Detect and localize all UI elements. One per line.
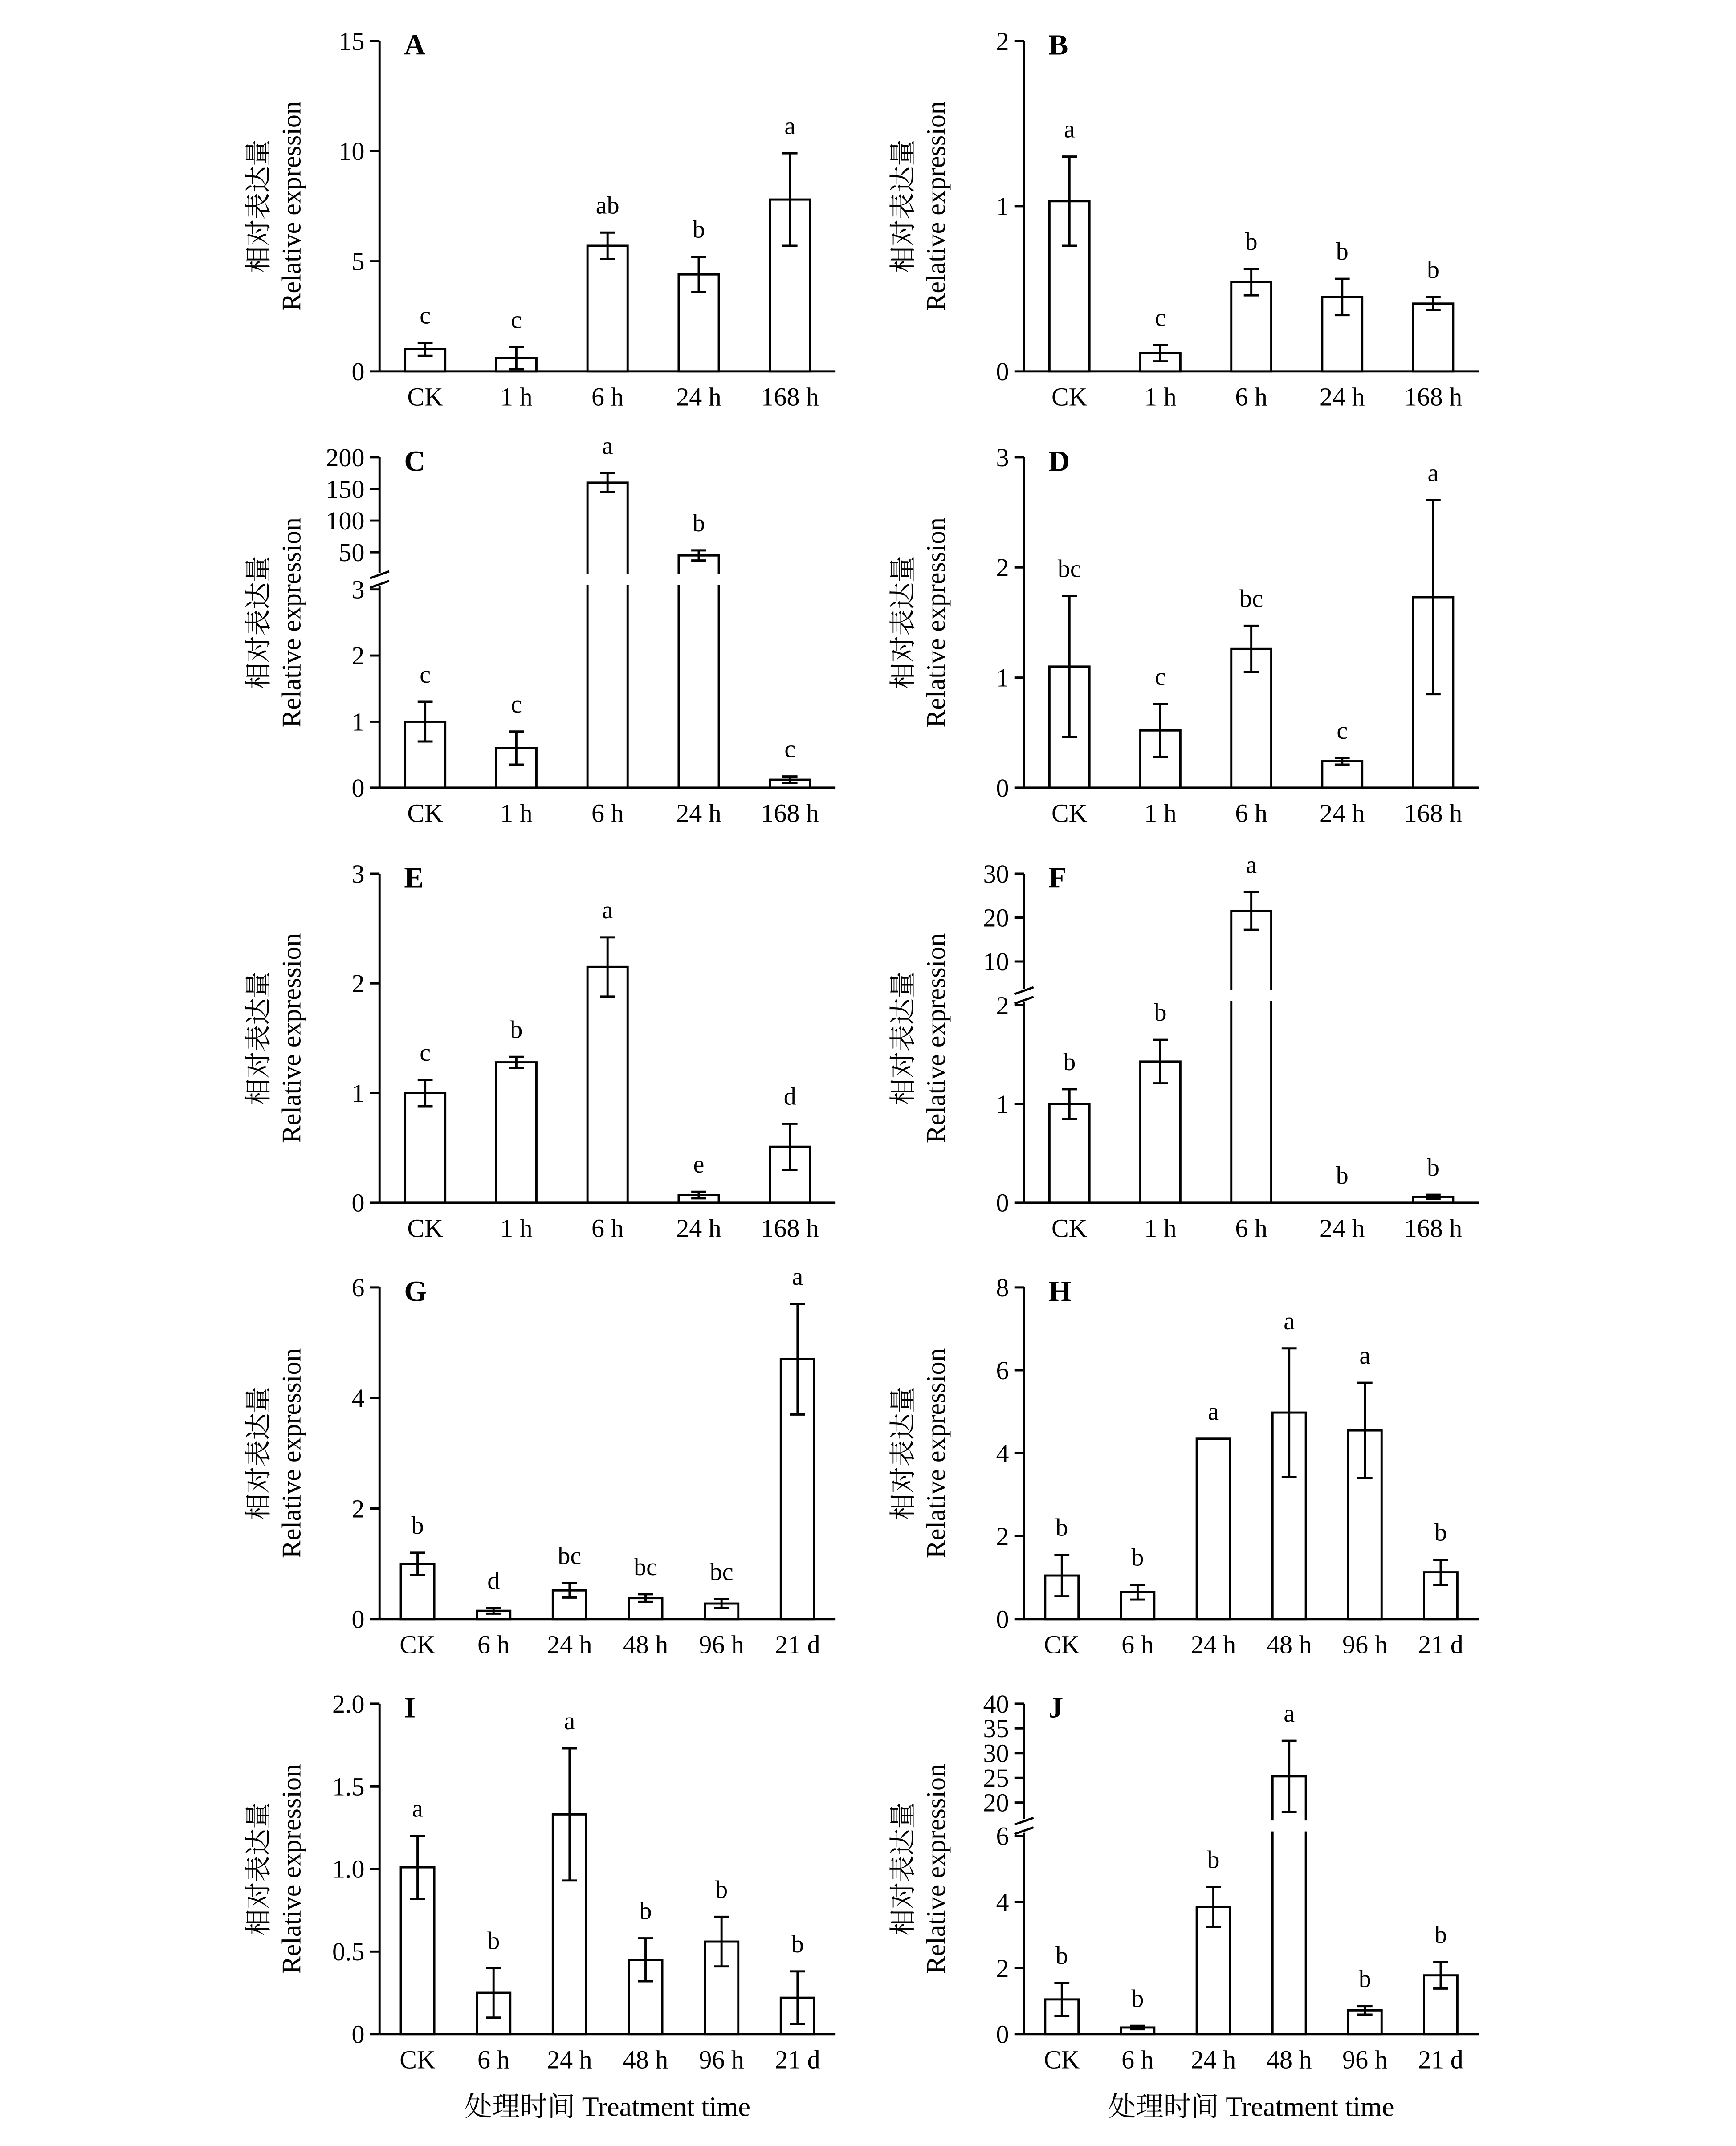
significance-label: c (510, 690, 522, 718)
y-tick-label: 4 (996, 1887, 1009, 1917)
panel-label: A (404, 29, 426, 61)
y-tick-label: 1 (996, 191, 1009, 221)
significance-label: e (693, 1151, 705, 1179)
x-tick-label: 6 h (1235, 382, 1267, 411)
y-axis-title (888, 1764, 951, 1974)
y-axis-title-line1: 相对表达量 (888, 1802, 918, 1936)
significance-label: a (1246, 851, 1257, 879)
bar (1197, 1439, 1230, 1619)
significance-label: b (1055, 1514, 1068, 1542)
x-tick-label: 24 h (676, 382, 721, 411)
significance-label: bc (634, 1553, 657, 1581)
significance-label: bc (558, 1542, 582, 1570)
y-axis-title-line1: 相对表达量 (244, 971, 273, 1105)
bar-break-gap (1270, 1820, 1308, 1832)
y-axis-title-line2: Relative expression (921, 1348, 951, 1559)
y-tick-label: 0 (351, 773, 365, 802)
y-axis-title-line2: Relative expression (921, 517, 951, 728)
x-tick-label: 24 h (547, 1630, 592, 1659)
y-tick-label: 0 (996, 1188, 1009, 1218)
x-tick-label: 168 h (1404, 798, 1463, 828)
y-axis-title-line2: Relative expression (921, 101, 951, 311)
significance-label: c (1337, 717, 1348, 745)
y-tick-label: 2 (996, 553, 1009, 582)
significance-label: bc (1239, 585, 1263, 613)
y-axis-title (888, 1348, 951, 1559)
y-tick-label: 8 (996, 1273, 1009, 1302)
x-tick-label: CK (1051, 1213, 1088, 1243)
significance-label: b (1245, 228, 1258, 256)
y-tick-label: 0 (996, 1604, 1009, 1634)
x-tick-label: 168 h (761, 798, 819, 828)
y-tick-label: 50 (338, 538, 365, 567)
significance-label: a (564, 1707, 575, 1735)
x-tick-label: CK (399, 2045, 436, 2074)
significance-label: b (1207, 1846, 1220, 1874)
significance-label: b (1426, 256, 1439, 284)
bar-break-gap (1229, 990, 1274, 1001)
y-tick-label: 30 (983, 1739, 1009, 1768)
x-tick-label: 1 h (1144, 382, 1177, 411)
chart-panel-g (244, 1263, 835, 1659)
y-tick-label: 0 (351, 357, 365, 386)
significance-label: b (1358, 1965, 1371, 1993)
y-axis-title-line2: Relative expression (277, 101, 306, 311)
y-tick-label: 0 (996, 773, 1009, 802)
x-tick-label: CK (399, 1630, 436, 1659)
bar (1272, 1776, 1306, 2034)
x-tick-label: 24 h (676, 798, 721, 828)
significance-label: b (715, 1876, 728, 1904)
bar (587, 967, 628, 1202)
significance-label: d (783, 1083, 796, 1111)
significance-label: b (1426, 1154, 1439, 1182)
chart-panel-j (888, 1690, 1479, 2074)
significance-label: b (1434, 1519, 1447, 1547)
x-tick-label: 48 h (1266, 2045, 1312, 2074)
x-axis-title: 处理时间 Treatment time (465, 2092, 751, 2122)
significance-label: a (602, 896, 613, 924)
y-tick-label: 1 (996, 663, 1009, 692)
x-tick-label: 6 h (1121, 2045, 1154, 2074)
y-tick-label: 0 (996, 357, 1009, 386)
x-tick-label: 48 h (1266, 1630, 1312, 1659)
x-tick-label: 168 h (761, 382, 819, 411)
bar (679, 555, 719, 788)
significance-label: a (602, 432, 613, 460)
y-tick-label: 10 (983, 947, 1009, 976)
y-tick-label: 2 (996, 1954, 1009, 1983)
chart-panel-b (888, 27, 1479, 411)
x-tick-label: CK (1051, 798, 1088, 828)
x-tick-label: 6 h (591, 798, 624, 828)
x-tick-label: 96 h (699, 2045, 744, 2074)
x-tick-label: 6 h (477, 2045, 510, 2074)
x-tick-label: 21 d (775, 1630, 820, 1659)
significance-label: a (1284, 1700, 1295, 1728)
y-axis-title (888, 933, 951, 1144)
y-tick-label: 0.5 (332, 1937, 365, 1967)
bar (496, 1063, 536, 1203)
significance-label: a (1427, 459, 1439, 487)
significance-label: c (1155, 663, 1166, 691)
significance-label: b (1336, 238, 1349, 266)
y-axis-title-line2: Relative expression (277, 1764, 306, 1974)
y-axis-title-line2: Relative expression (921, 1764, 951, 1974)
x-tick-label: 168 h (761, 1213, 819, 1243)
panel-label: E (404, 861, 424, 894)
x-tick-label: 48 h (623, 2045, 668, 2074)
significance-label: b (692, 509, 705, 537)
panel-label: I (404, 1691, 416, 1724)
significance-label: b (1154, 999, 1167, 1027)
significance-label: b (1434, 1921, 1447, 1949)
x-tick-label: 168 h (1404, 1213, 1463, 1243)
y-tick-label: 3 (996, 443, 1009, 472)
x-tick-label: 24 h (676, 1213, 721, 1243)
x-tick-label: 1 h (1144, 1213, 1177, 1243)
x-tick-label: 1 h (500, 382, 533, 411)
bar (1413, 304, 1453, 371)
x-tick-label: 21 d (1418, 1630, 1463, 1659)
y-tick-label: 25 (983, 1763, 1009, 1793)
x-tick-label: 1 h (500, 1213, 533, 1243)
y-tick-label: 5 (351, 247, 365, 276)
y-axis-title-line1: 相对表达量 (888, 555, 918, 689)
significance-label: c (420, 1039, 431, 1067)
chart-panel-a (244, 27, 835, 411)
y-tick-label: 2 (996, 26, 1009, 56)
y-tick-label: 4 (351, 1384, 365, 1413)
significance-label: c (1155, 304, 1166, 332)
y-tick-label: 1.0 (332, 1854, 365, 1884)
y-tick-label: 4 (996, 1439, 1009, 1468)
x-tick-label: CK (1051, 382, 1088, 411)
significance-label: c (420, 661, 431, 689)
significance-label: c (420, 301, 431, 330)
y-tick-label: 2.0 (332, 1689, 365, 1718)
panel-label: B (1048, 29, 1068, 61)
y-tick-label: 2 (996, 1522, 1009, 1551)
chart-panel-h (888, 1273, 1479, 1659)
significance-label: d (487, 1567, 500, 1595)
y-tick-label: 35 (983, 1714, 1009, 1743)
y-tick-label: 20 (983, 903, 1009, 933)
significance-label: b (692, 216, 705, 244)
y-tick-label: 0 (351, 1604, 365, 1634)
y-axis-title-line1: 相对表达量 (888, 971, 918, 1105)
y-tick-label: 30 (983, 859, 1009, 888)
x-tick-label: 6 h (1121, 1630, 1154, 1659)
panel-label: J (1048, 1691, 1064, 1724)
y-axis-title (888, 517, 951, 728)
y-axis-title-line2: Relative expression (921, 933, 951, 1144)
y-tick-label: 150 (326, 474, 365, 504)
bar-break-gap (585, 574, 630, 585)
y-tick-label: 3 (351, 859, 365, 888)
significance-label: b (487, 1927, 500, 1955)
y-axis-title-line1: 相对表达量 (244, 1802, 273, 1936)
significance-label: c (784, 735, 796, 763)
y-tick-label: 1 (351, 1079, 365, 1108)
y-tick-label: 2 (351, 969, 365, 998)
y-axis-title-line1: 相对表达量 (888, 139, 918, 273)
x-tick-label: 96 h (1342, 1630, 1388, 1659)
x-tick-label: 21 d (775, 2045, 820, 2074)
y-tick-label: 100 (326, 506, 365, 536)
x-tick-label: CK (407, 798, 443, 828)
y-tick-label: 0 (996, 2020, 1009, 2049)
y-axis-title-line1: 相对表达量 (244, 555, 273, 689)
y-tick-label: 1.5 (332, 1772, 365, 1801)
y-tick-label: 2 (996, 991, 1009, 1020)
significance-label: a (792, 1263, 803, 1291)
x-tick-label: CK (407, 382, 443, 411)
x-tick-label: 48 h (623, 1630, 668, 1659)
y-tick-label: 15 (338, 26, 365, 56)
y-axis-title (244, 1764, 306, 1974)
significance-label: a (1208, 1397, 1219, 1425)
panel-label: C (404, 445, 426, 478)
chart-panel-d (888, 443, 1479, 828)
x-tick-label: 24 h (1190, 2045, 1236, 2074)
x-tick-label: 6 h (591, 382, 624, 411)
bar (405, 1093, 445, 1203)
x-tick-label: 6 h (591, 1213, 624, 1243)
x-tick-label: 21 d (1418, 2045, 1463, 2074)
y-tick-label: 1 (351, 707, 365, 737)
bar (587, 246, 628, 371)
x-axis-title: 处理时间 Treatment time (1108, 2092, 1394, 2122)
y-axis-title-line1: 相对表达量 (888, 1386, 918, 1520)
significance-label: b (791, 1930, 804, 1958)
x-tick-label: 1 h (1144, 798, 1177, 828)
y-tick-label: 6 (351, 1273, 365, 1302)
bar-break-gap (676, 574, 721, 585)
significance-label: b (1131, 1543, 1144, 1572)
y-tick-label: 0 (351, 2020, 365, 2049)
y-tick-label: 40 (983, 1689, 1009, 1718)
y-tick-label: 2 (351, 641, 365, 671)
chart-panel-e (244, 859, 835, 1243)
panel-label: F (1048, 861, 1067, 894)
x-tick-label: 24 h (547, 2045, 592, 2074)
significance-label: a (1064, 115, 1075, 143)
y-axis-title-line2: Relative expression (277, 1348, 306, 1559)
significance-label: b (411, 1511, 424, 1539)
y-axis-title (244, 517, 306, 728)
y-tick-label: 2 (351, 1494, 365, 1523)
panel-label: H (1048, 1275, 1072, 1308)
y-tick-label: 3 (351, 575, 365, 604)
x-tick-label: 6 h (1235, 1213, 1267, 1243)
x-tick-label: 168 h (1404, 382, 1463, 411)
x-tick-label: CK (1043, 1630, 1080, 1659)
chart-panel-i (244, 1690, 835, 2074)
y-axis-title-line1: 相对表达量 (244, 139, 273, 273)
significance-label: bc (709, 1558, 734, 1586)
y-axis-title-line2: Relative expression (277, 517, 306, 728)
y-tick-label: 20 (983, 1788, 1009, 1817)
panel-label: G (404, 1275, 427, 1308)
y-axis-title-line1: 相对表达量 (244, 1386, 273, 1520)
y-tick-label: 6 (996, 1821, 1009, 1851)
y-tick-label: 200 (326, 443, 365, 472)
x-tick-label: 24 h (1190, 1630, 1236, 1659)
significance-label: b (1063, 1048, 1076, 1076)
y-axis-title (244, 101, 306, 311)
significance-label: b (1055, 1942, 1068, 1970)
y-axis-title-line2: Relative expression (277, 933, 306, 1144)
x-tick-label: 24 h (1320, 382, 1365, 411)
significance-label: ab (595, 191, 619, 220)
x-tick-label: 96 h (1342, 2045, 1388, 2074)
panel-label: D (1048, 445, 1070, 478)
significance-label: a (412, 1795, 423, 1823)
significance-label: b (1336, 1161, 1349, 1189)
y-tick-label: 0 (351, 1188, 365, 1218)
y-axis-title (244, 1348, 306, 1559)
x-tick-label: 24 h (1320, 1213, 1365, 1243)
y-axis-title (888, 101, 951, 311)
significance-label: bc (1057, 555, 1081, 583)
x-tick-label: CK (1043, 2045, 1080, 2074)
y-axis-title (244, 933, 306, 1144)
y-tick-label: 6 (996, 1356, 1009, 1385)
significance-label: b (1131, 1985, 1144, 2013)
significance-label: a (1284, 1307, 1295, 1335)
significance-label: a (784, 112, 796, 140)
x-tick-label: 6 h (1235, 798, 1267, 828)
x-tick-label: 24 h (1320, 798, 1365, 828)
y-tick-label: 1 (996, 1090, 1009, 1119)
chart-panel-f (888, 851, 1479, 1242)
significance-label: a (1359, 1342, 1371, 1370)
significance-label: b (639, 1897, 652, 1925)
significance-label: b (510, 1016, 523, 1044)
x-tick-label: 6 h (477, 1630, 510, 1659)
chart-panel-c (244, 432, 835, 828)
significance-label: c (510, 306, 522, 334)
bar (1231, 911, 1271, 1203)
x-tick-label: 96 h (699, 1630, 744, 1659)
y-tick-label: 10 (338, 137, 365, 166)
bar (587, 483, 628, 788)
x-tick-label: 1 h (500, 798, 533, 828)
x-tick-label: CK (407, 1213, 443, 1243)
